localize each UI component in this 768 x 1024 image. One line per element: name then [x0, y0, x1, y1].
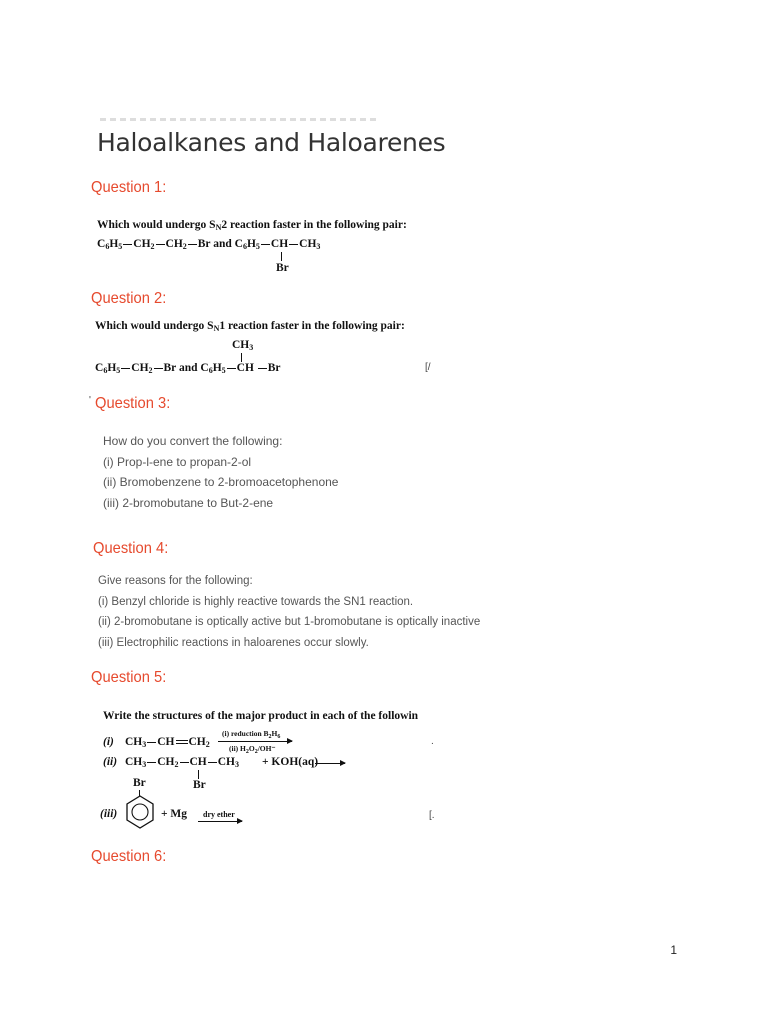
q5-ii-label: (ii) — [103, 756, 118, 768]
q5-iii-reagent: + Mg — [161, 808, 188, 820]
q5-mark-i: . — [431, 736, 434, 747]
question-3-body — [103, 431, 338, 513]
question-4-heading: Question 4: — [93, 540, 169, 557]
q3-line: (ii) Bromobenzene to 2-bromoacetophenone — [103, 475, 339, 489]
q1-vertical-bond — [281, 252, 282, 261]
question-5-heading: Question 5: — [91, 669, 167, 686]
question-1-substituent: Br — [276, 262, 289, 274]
page-number: 1 — [670, 943, 677, 957]
page-title: Haloalkanes and Haloarenes — [97, 128, 446, 157]
q5-i-reagent-top: (i) reduction $B_2H_6$ — [222, 729, 281, 740]
q5-ii-reagent: + KOH(aq) — [262, 756, 319, 768]
q3-line: How do you convert the following: — [103, 434, 283, 448]
q3-line: (iii) 2-bromobutane to But-2-ene — [103, 495, 274, 510]
question-2-prompt: Which would undergo $S_N1$ reaction faster in the following pair: — [95, 320, 405, 333]
question-1-heading: Question 1: — [91, 179, 167, 196]
q5-iii-substituent: Br — [133, 777, 146, 789]
question-3-heading: Question 3: — [95, 395, 171, 412]
q5-ii-arrow — [315, 763, 345, 764]
q5-i-arrow — [218, 741, 292, 742]
q4-line: (i) Benzyl chloride is highly reactive towards the SN1 reaction. — [98, 595, 414, 608]
q4-line: Give reasons for the following: — [98, 575, 253, 587]
q5-ii-vertical-bond — [198, 770, 199, 779]
q5-i-reactant: $CH_3$ CH $CH_2$ — [125, 736, 210, 749]
q5-iii-arrow — [198, 821, 242, 822]
q3-line: (i) Prop-l-ene to propan-2-ol — [103, 454, 252, 469]
question-5-prompt: Write the structures of the major product in each of the followin — [103, 710, 419, 722]
question-2-substituent: $CH_3$ — [232, 339, 254, 352]
q5-i-label: (i) — [103, 736, 114, 748]
q5-mark-iii: [. — [429, 810, 435, 821]
question-6-heading: Question 6: — [91, 848, 167, 865]
benzene-ring-icon — [125, 795, 155, 829]
q5-iii-condition: dry ether — [203, 810, 235, 819]
q5-ii-substituent: Br — [193, 779, 206, 791]
q5-iii-label: (iii) — [100, 808, 118, 820]
q5-i-reagent-bottom: (ii) $H_2O_2/OH^-$ — [229, 744, 276, 755]
q4-line: (iii) Electrophilic reactions in haloarenes occur slowly. — [98, 636, 369, 649]
header-artifact — [100, 118, 380, 121]
q2-vertical-bond — [241, 353, 242, 362]
q4-line: (ii) 2-bromobutane is optically active but 1-bromobutane is optically inactive — [98, 616, 481, 628]
q3-marker: ' — [89, 395, 91, 406]
question-1-prompt: Which would undergo $S_N2$ reaction faster in the following pair: — [97, 219, 407, 232]
q5-ii-reactant: $CH_3$ $CH_2$ CH $CH_3$ — [125, 756, 239, 769]
question-2-formula: $C_6H_5$ $CH_2$ Br and $C_6H_5$ CH Br — [95, 362, 281, 375]
q2-margin-mark: [/ — [425, 362, 431, 373]
question-4-body — [98, 571, 480, 653]
question-1-formula: $C_6H_5$ $CH_2$ $CH_2$ Br and $C_6H_5$ CH $CH_3$ — [97, 238, 321, 251]
question-2-heading: Question 2: — [91, 290, 167, 307]
